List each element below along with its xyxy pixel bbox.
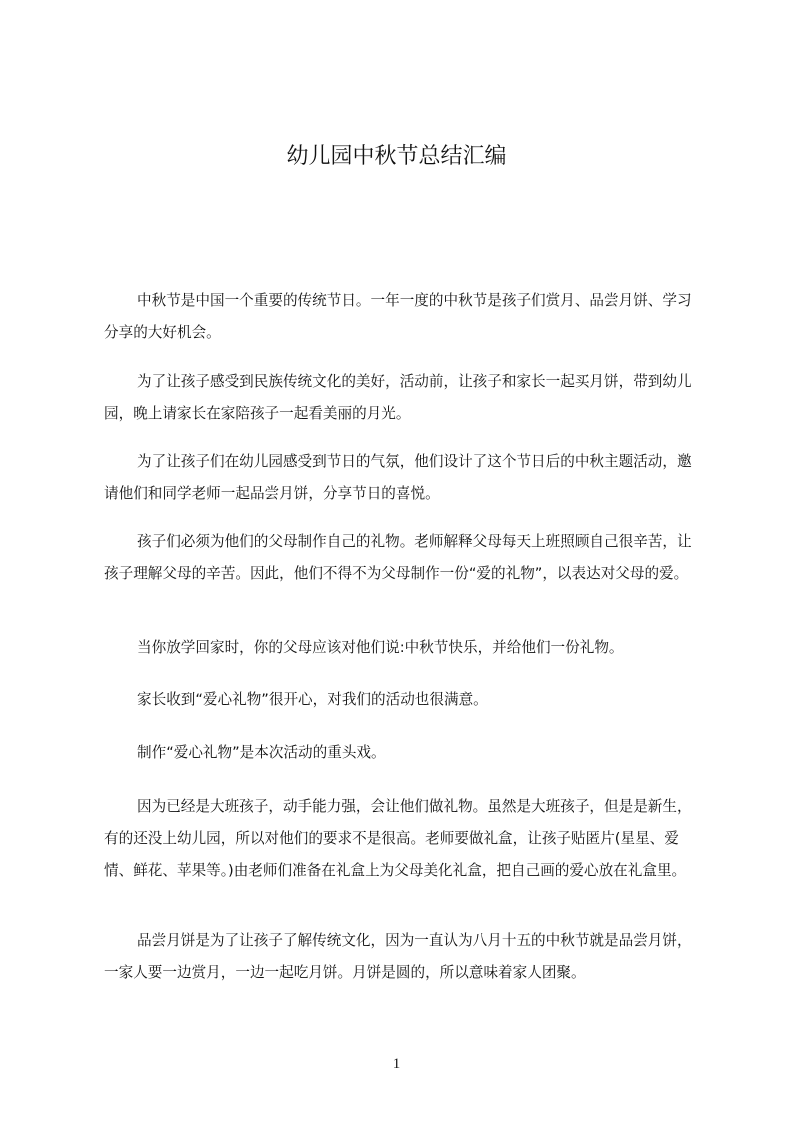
document-title: 幼儿园中秋节总结汇编 (286, 144, 507, 169)
paragraph-5: 当你放学回家时，你的父母应该对他们说:中秋节快乐，并给他们一份礼物。 (137, 639, 624, 656)
paragraph-3: 为了让孩子们在幼儿园感受到节日的气氛，他们设计了这个节日后的中秋主题活动，邀请他们和同学老师一起品尝月饼，分享节日的喜悦。 (104, 453, 692, 502)
paragraph-9: 品尝月饼是为了让孩子了解传统文化，因为一直认为八月十五的中秋节就是品尝月饼，一家人要一边赏月，一边一起吃月饼。月饼是圆的，所以意味着家人团聚。 (104, 932, 692, 981)
paragraph-7: 制作“爱心礼物”是本次活动的重头戏。 (137, 744, 386, 761)
paragraph-1: 中秋节是中国一个重要的传统节日。一年一度的中秋节是孩子们赏月、品尝月饼、学习分享的大好机会。 (104, 292, 692, 341)
paragraph-6: 家长收到“爱心礼物”很开心，对我们的活动也很满意。 (137, 691, 488, 708)
page-number: 1 (392, 1056, 401, 1072)
paragraph-2: 为了让孩子感受到民族传统文化的美好，活动前，让孩子和家长一起买月饼，带到幼儿园，晚上请家长在家陪孩子一起看美丽的月光。 (104, 373, 692, 422)
paragraph-8: 因为已经是大班孩子，动手能力强，会让他们做礼物。虽然是大班孩子，但是是新生，有的还没上幼儿园，所以对他们的要求不是很高。老师要做礼盒，让孩子贴匿片(星星、爱情、鲜花、苹果等。)由老师们准备在礼盒上为父母美化礼盒，把自己画的爱心放在礼盒里。 (104, 798, 692, 879)
paragraph-4: 孩子们必须为他们的父母制作自己的礼物。老师解释父母每天上班照顾自己很辛苦，让孩子理解父母的辛苦。因此，他们不得不为父母制作一份“爱的礼物”，以表达对父母的爱。 (104, 533, 692, 582)
